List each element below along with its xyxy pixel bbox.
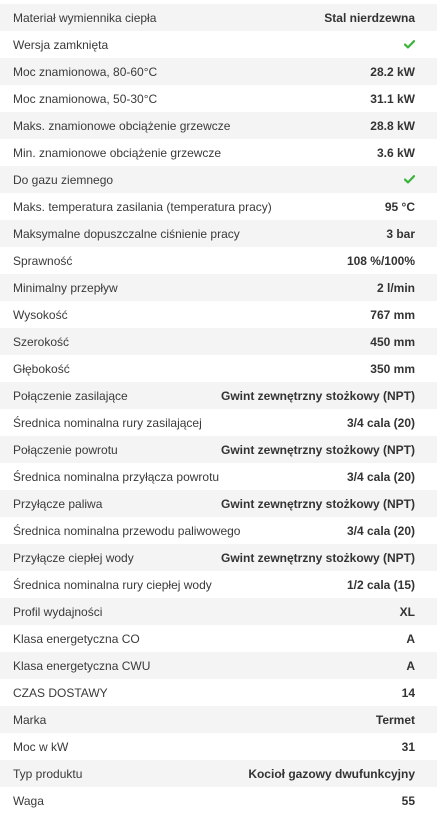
spec-row xyxy=(0,193,437,220)
spec-label: Klasa energetyczna CO xyxy=(13,631,140,646)
spec-value: 767 mm xyxy=(370,307,415,322)
spec-row xyxy=(0,139,437,166)
spec-label: Waga xyxy=(13,793,44,808)
spec-value: Gwint zewnętrzny stożkowy (NPT) xyxy=(220,496,415,511)
spec-value: 31.1 kW xyxy=(370,91,415,106)
check-icon xyxy=(404,175,415,184)
spec-label: Maks. temperatura zasilania (temperatura pracy) xyxy=(13,199,272,214)
spec-label: Szerokość xyxy=(13,334,70,349)
spec-label: Moc znamionowa, 80-60°C xyxy=(13,64,158,79)
spec-value: 31 xyxy=(401,739,415,754)
spec-value: 108 %/100% xyxy=(346,253,415,268)
spec-row xyxy=(0,247,437,274)
spec-row xyxy=(0,760,437,787)
specifications-table xyxy=(0,4,437,814)
spec-label: Do gazu ziemnego xyxy=(13,172,114,187)
spec-row xyxy=(0,4,437,31)
spec-value: 95 °C xyxy=(384,199,415,214)
spec-label: Moc w kW xyxy=(13,739,69,754)
spec-value: 450 mm xyxy=(370,334,415,349)
spec-value: 14 xyxy=(401,685,415,700)
spec-row xyxy=(0,787,437,814)
spec-value: 3 bar xyxy=(386,226,415,241)
spec-label: Maksymalne dopuszczalne ciśnienie pracy xyxy=(13,226,240,241)
spec-label: Średnica nominalna przyłącza powrotu xyxy=(13,469,220,484)
spec-label: Średnica nominalna rury ciepłej wody xyxy=(13,577,212,592)
spec-label: Typ produktu xyxy=(13,766,83,781)
spec-value: 1/2 cala (15) xyxy=(346,577,415,592)
spec-row xyxy=(0,598,437,625)
spec-row xyxy=(0,679,437,706)
spec-value: 350 mm xyxy=(370,361,415,376)
spec-value: 55 xyxy=(401,793,415,808)
spec-row xyxy=(0,31,437,58)
spec-row xyxy=(0,355,437,382)
spec-row xyxy=(0,328,437,355)
spec-value: 28.2 kW xyxy=(370,64,415,79)
spec-row xyxy=(0,706,437,733)
spec-label: Profil wydajności xyxy=(13,604,103,619)
spec-row xyxy=(0,409,437,436)
spec-label: Przyłącze paliwa xyxy=(13,496,103,511)
spec-row xyxy=(0,220,437,247)
spec-value: Gwint zewnętrzny stożkowy (NPT) xyxy=(220,442,415,457)
spec-row xyxy=(0,517,437,544)
spec-label: Wersja zamknięta xyxy=(13,37,109,52)
spec-label: Sprawność xyxy=(13,253,73,268)
spec-label: Głębokość xyxy=(13,361,70,376)
spec-row xyxy=(0,544,437,571)
spec-label: Średnica nominalna rury zasilającej xyxy=(13,415,202,430)
spec-value: Termet xyxy=(375,712,415,727)
spec-value: A xyxy=(406,658,415,673)
spec-row xyxy=(0,112,437,139)
spec-label: Moc znamionowa, 50-30°C xyxy=(13,91,158,106)
spec-row xyxy=(0,490,437,517)
spec-value: Kocioł gazowy dwufunkcyjny xyxy=(248,766,415,781)
spec-value: A xyxy=(406,631,415,646)
spec-value: Stal nierdzewna xyxy=(324,10,415,25)
spec-label: CZAS DOSTAWY xyxy=(13,685,108,700)
spec-label: Min. znamionowe obciążenie grzewcze xyxy=(13,145,222,160)
spec-row xyxy=(0,166,437,193)
check-icon xyxy=(404,40,415,49)
spec-label: Maks. znamionowe obciążenie grzewcze xyxy=(13,118,231,133)
spec-value: 3/4 cala (20) xyxy=(346,469,415,484)
spec-row xyxy=(0,58,437,85)
spec-row xyxy=(0,85,437,112)
spec-row xyxy=(0,301,437,328)
spec-label: Marka xyxy=(13,712,47,727)
spec-row xyxy=(0,463,437,490)
spec-value: 3/4 cala (20) xyxy=(346,415,415,430)
spec-label: Przyłącze ciepłej wody xyxy=(13,550,134,565)
spec-value: Gwint zewnętrzny stożkowy (NPT) xyxy=(220,388,415,403)
spec-label: Połączenie powrotu xyxy=(13,442,118,457)
spec-label: Minimalny przepływ xyxy=(13,280,118,295)
spec-value: 2 l/min xyxy=(376,280,415,295)
spec-value: 28.8 kW xyxy=(370,118,415,133)
spec-row xyxy=(0,436,437,463)
spec-label: Klasa energetyczna CWU xyxy=(13,658,151,673)
spec-value: 3/4 cala (20) xyxy=(346,523,415,538)
spec-row xyxy=(0,652,437,679)
spec-row xyxy=(0,571,437,598)
spec-value: Gwint zewnętrzny stożkowy (NPT) xyxy=(220,550,415,565)
spec-row xyxy=(0,625,437,652)
spec-row xyxy=(0,382,437,409)
spec-row xyxy=(0,274,437,301)
spec-row xyxy=(0,733,437,760)
spec-label: Połączenie zasilające xyxy=(13,388,128,403)
spec-label: Materiał wymiennika ciepła xyxy=(13,10,157,25)
spec-value: XL xyxy=(399,604,415,619)
spec-label: Średnica nominalna przewodu paliwowego xyxy=(13,523,241,538)
spec-label: Wysokość xyxy=(13,307,68,322)
spec-value: 3.6 kW xyxy=(376,145,415,160)
